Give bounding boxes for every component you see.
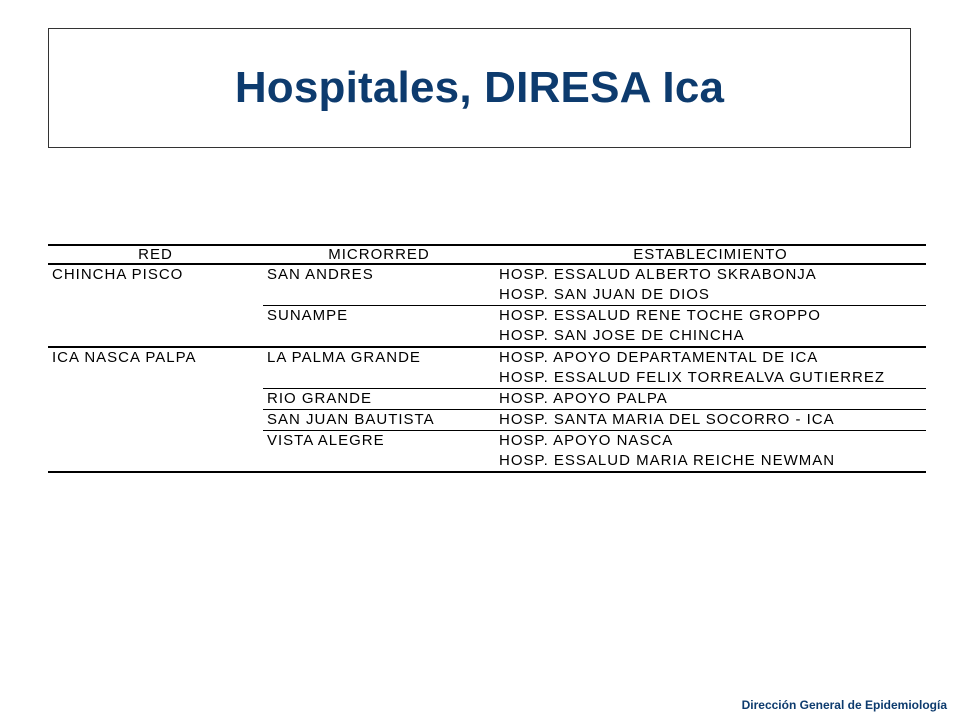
cell-establecimiento: HOSP. ESSALUD MARIA REICHE NEWMAN xyxy=(495,451,926,472)
cell-red: ICA NASCA PALPA xyxy=(48,347,263,368)
cell-establecimiento: HOSP. ESSALUD RENE TOCHE GROPPO xyxy=(495,306,926,327)
table-row xyxy=(48,431,926,452)
hospitals-table xyxy=(48,244,926,473)
cell-establecimiento: HOSP. SAN JOSE DE CHINCHA xyxy=(499,327,745,344)
cell-establecimiento: HOSP. ESSALUD ALBERTO SKRABONJA xyxy=(499,266,817,283)
table-row xyxy=(48,368,926,389)
cell-red xyxy=(48,368,263,389)
table-row xyxy=(48,306,926,327)
table-row xyxy=(48,347,926,368)
cell-red: CHINCHA PISCO xyxy=(52,266,184,283)
cell-red xyxy=(48,431,263,452)
table-row xyxy=(48,389,926,410)
cell-establecimiento: HOSP. APOYO NASCA xyxy=(495,431,926,452)
cell-microrred xyxy=(263,368,495,389)
cell-microrred: SAN JUAN BAUTISTA xyxy=(263,410,495,431)
cell-microrred: VISTA ALEGRE xyxy=(263,431,495,452)
cell-red xyxy=(48,389,263,410)
cell-establecimiento: HOSP. APOYO PALPA xyxy=(495,389,926,410)
footer-credit: Dirección General de Epidemiología xyxy=(741,698,947,712)
cell-establecimiento: HOSP. ESSALUD FELIX TORREALVA GUTIERREZ xyxy=(499,369,886,386)
table-row xyxy=(48,285,926,306)
cell-red xyxy=(48,285,263,306)
cell-establecimiento: HOSP. SANTA MARIA DEL SOCORRO - ICA xyxy=(495,410,926,431)
table-row xyxy=(48,451,926,472)
header-red: RED xyxy=(48,245,263,264)
header-microrred: MICRORRED xyxy=(263,245,495,264)
cell-microrred xyxy=(263,285,495,306)
cell-red xyxy=(48,326,263,347)
header-establecimiento: ESTABLECIMIENTO xyxy=(495,245,926,264)
cell-red xyxy=(48,306,263,327)
cell-microrred: SUNAMPE xyxy=(263,306,495,327)
table-row xyxy=(48,410,926,431)
cell-microrred: SAN ANDRES xyxy=(267,266,374,283)
cell-establecimiento: HOSP. SAN JUAN DE DIOS xyxy=(499,286,710,303)
table-row xyxy=(48,326,926,347)
table-header-row xyxy=(48,245,926,264)
title-box xyxy=(48,28,911,148)
cell-establecimiento: HOSP. APOYO DEPARTAMENTAL DE ICA xyxy=(495,347,926,368)
cell-microrred xyxy=(263,451,495,472)
table-row xyxy=(48,264,926,285)
cell-microrred: RIO GRANDE xyxy=(263,389,495,410)
page-title: Hospitales, DIRESA Ica xyxy=(234,63,725,112)
cell-red xyxy=(48,451,263,472)
cell-microrred xyxy=(263,326,495,347)
cell-microrred: LA PALMA GRANDE xyxy=(263,347,495,368)
cell-red xyxy=(48,410,263,431)
